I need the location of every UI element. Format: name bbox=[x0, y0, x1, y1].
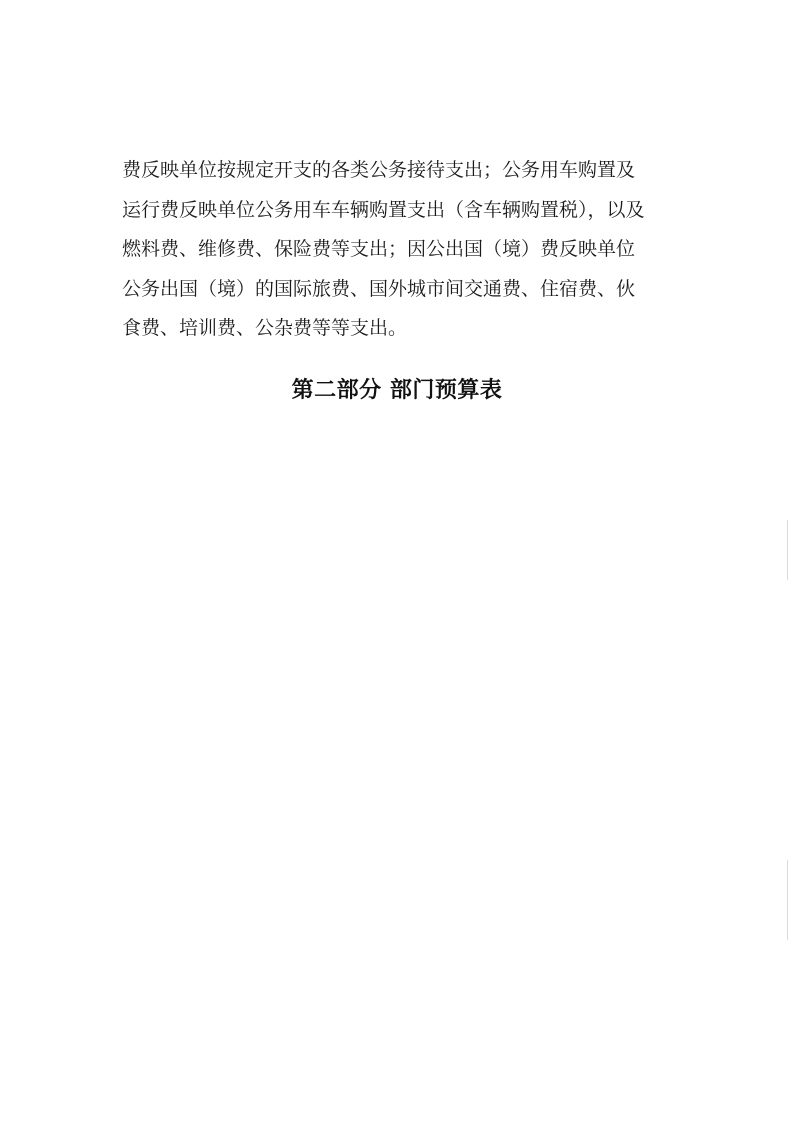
scan-edge-mark bbox=[787, 860, 788, 940]
paragraph-line: 费反映单位按规定开支的各类公务接待支出；公务用车购置及 bbox=[122, 159, 636, 181]
paragraph-line: 运行费反映单位公务用车车辆购置支出（含车辆购置税），以及 bbox=[122, 198, 645, 221]
paragraph-line: 燃料费、维修费、保险费等支出；因公出国（境）费反映单位 bbox=[122, 238, 636, 260]
paragraph-line: 食费、培训费、公杂费等等支出。 bbox=[122, 317, 408, 339]
section-title: 第二部分 部门预算表 bbox=[291, 378, 503, 403]
scan-edge-mark bbox=[787, 520, 788, 580]
paragraph-line: 公务出国（境）的国际旅费、国外城市间交通费、住宿费、伙 bbox=[122, 277, 636, 300]
body-paragraph bbox=[122, 157, 682, 355]
